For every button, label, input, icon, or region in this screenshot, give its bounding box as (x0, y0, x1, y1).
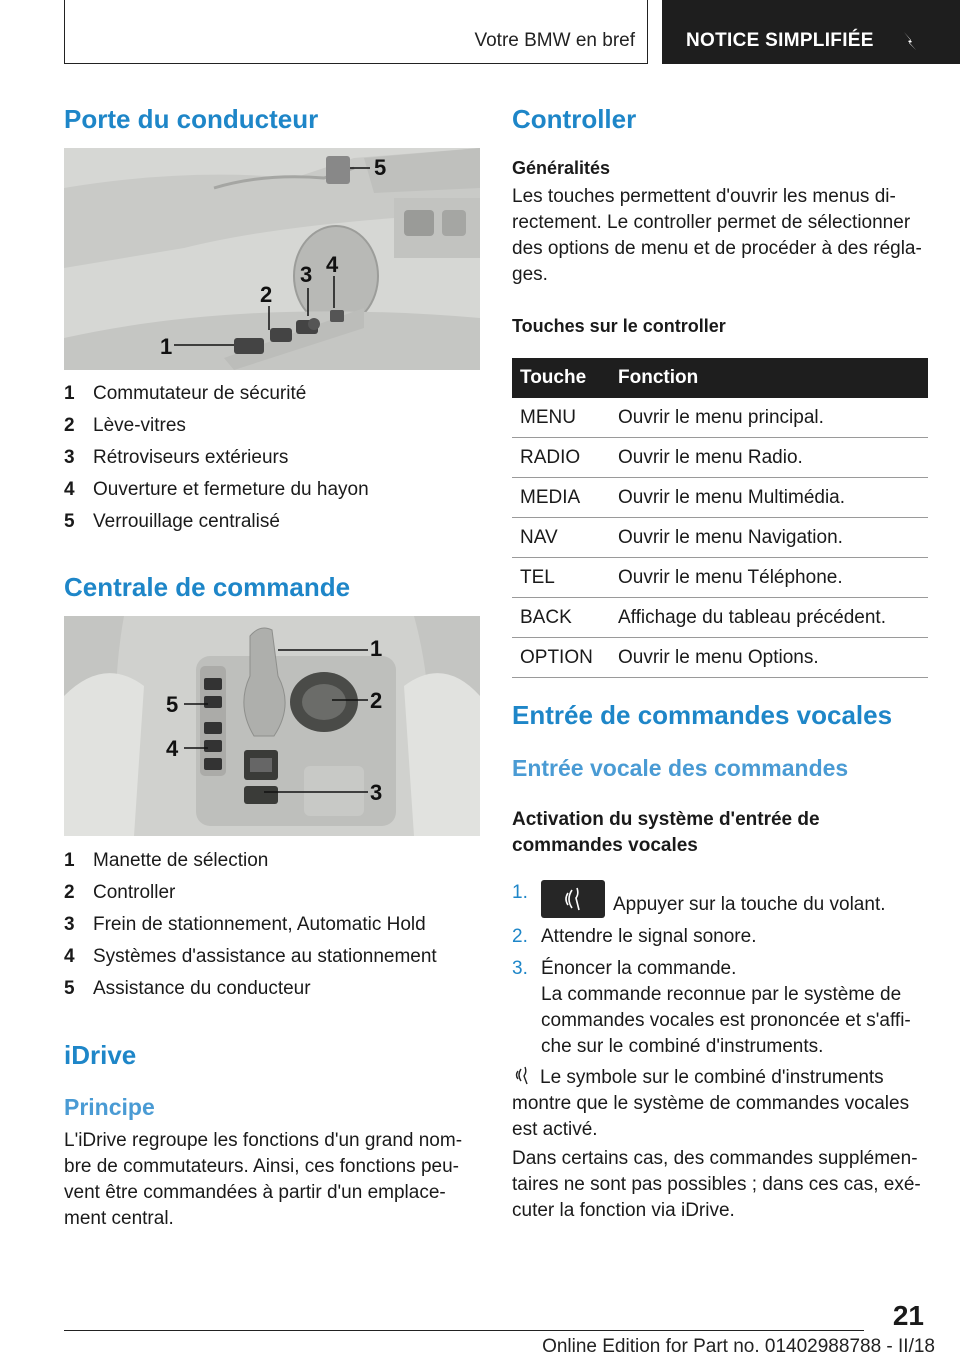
header-badge-label: NOTICE SIMPLIFIÉE (686, 30, 874, 51)
legend-item (64, 881, 437, 913)
legend-text: Systèmes d'assistance au stationnement (93, 946, 437, 967)
text-line: L'iDrive regroupe les fonctions d'un grand nom- (64, 1130, 463, 1151)
table-row (512, 638, 928, 678)
voice-subtitle: Entrée vocale des commandes (512, 755, 849, 781)
legend-item (64, 382, 369, 414)
legend-text: Lève-vitres (93, 415, 186, 436)
table-cell-function: Affichage du tableau précédent. (610, 598, 928, 638)
header-section-box (64, 0, 648, 64)
table-row (512, 398, 928, 438)
legend-item (64, 913, 437, 945)
door-callout-1: 1 (160, 334, 173, 359)
door-panel-figure (64, 148, 480, 370)
text-line: ges. (512, 264, 548, 285)
table-row (512, 438, 928, 478)
step-item (512, 880, 932, 918)
console-legend (64, 849, 437, 1009)
legend-text: Assistance du conducteur (93, 978, 311, 999)
step-text: Attendre le signal sonore. (541, 926, 757, 947)
legend-number: 4 (64, 479, 75, 500)
text-line: vent être commandées à partir d'un emplace- (64, 1182, 446, 1203)
table-header-row (512, 358, 928, 398)
general-text (512, 184, 922, 288)
table-row (512, 518, 928, 558)
table-cell-key: MENU (512, 398, 610, 438)
footer-edition: Online Edition for Part no. 01402988788 - II/18 (542, 1336, 935, 1357)
table-header-key: Touche (512, 358, 610, 398)
step-item (512, 924, 932, 950)
console-callout-4: 4 (166, 736, 179, 761)
lightning-icon (900, 30, 922, 52)
text-line: bre de commutateurs. Ainsi, ces fonctions peu- (64, 1156, 459, 1177)
step-number: 3. (512, 958, 528, 979)
legend-item (64, 414, 369, 446)
controller-section-title: Controller (512, 104, 637, 134)
text-line: ment central. (64, 1208, 174, 1229)
table-cell-key: BACK (512, 598, 610, 638)
table-cell-key: OPTION (512, 638, 610, 678)
legend-text: Manette de sélection (93, 850, 269, 871)
legend-number: 5 (64, 978, 75, 999)
heading-line: commandes vocales (512, 835, 698, 856)
controller-keys-heading: Touches sur le controller (512, 316, 726, 336)
table-cell-key: MEDIA (512, 478, 610, 518)
header-badge (662, 0, 960, 64)
activation-steps (512, 880, 932, 988)
legend-number: 2 (64, 882, 75, 903)
idrive-principle-heading: Principe (64, 1094, 155, 1120)
step-text: Énoncer la commande. (541, 958, 737, 979)
door-legend (64, 382, 369, 542)
legend-text: Verrouillage centralisé (93, 511, 280, 532)
legend-text: Ouverture et fermeture du hayon (93, 479, 369, 500)
legend-text: Commutateur de sécurité (93, 383, 307, 404)
idrive-principle-text (64, 1128, 462, 1232)
legend-item (64, 977, 437, 1009)
text-line: rectement. Le controller permet de sélectionner (512, 212, 911, 233)
table-cell-key: NAV (512, 518, 610, 558)
legend-number: 4 (64, 946, 75, 967)
table-cell-function: Ouvrir le menu Radio. (610, 438, 928, 478)
console-callout-5: 5 (166, 692, 179, 717)
console-callout-2: 2 (370, 688, 383, 713)
table-cell-function: Ouvrir le menu Multimédia. (610, 478, 928, 518)
legend-item (64, 478, 369, 510)
text-line: commandes vocales est prononcée et s'affi- (541, 1010, 911, 1031)
text-line: cuter la fonction via iDrive. (512, 1200, 735, 1221)
text-line: Les touches permettent d'ouvrir les menus di- (512, 186, 896, 207)
text-line: est activé. (512, 1119, 598, 1140)
legend-number: 1 (64, 383, 75, 404)
door-callout-3: 3 (300, 262, 313, 287)
console-callout-1: 1 (370, 636, 383, 661)
step-text: Appuyer sur la touche du volant. (613, 894, 886, 915)
legend-number: 1 (64, 850, 75, 871)
legend-number: 3 (64, 914, 75, 935)
closing-text (512, 1146, 921, 1224)
legend-text: Controller (93, 882, 176, 903)
door-section-title: Porte du conducteur (64, 104, 319, 134)
text-line (512, 1064, 909, 1091)
table-cell-function: Ouvrir le menu principal. (610, 398, 928, 438)
symbol-note-line: Le symbole sur le combiné d'instruments (540, 1067, 884, 1088)
table-header-function: Fonction (610, 358, 928, 398)
activation-heading (512, 807, 820, 859)
legend-item (64, 510, 369, 542)
text-line: montre que le système de commandes vocales (512, 1093, 910, 1114)
table-row (512, 558, 928, 598)
legend-text: Frein de stationnement, Automatic Hold (93, 914, 426, 935)
heading-line: Activation du système d'entrée de (512, 809, 820, 830)
legend-number: 2 (64, 415, 75, 436)
step-number: 1. (512, 882, 528, 903)
table-cell-function: Ouvrir le menu Options. (610, 638, 928, 678)
table-row (512, 478, 928, 518)
header-section-title: Votre BMW en bref (474, 30, 635, 51)
lock-switch (326, 156, 350, 184)
door-callout-5: 5 (374, 155, 387, 180)
door-callout-2: 2 (260, 282, 273, 307)
text-line: La commande reconnue par le système de (541, 984, 902, 1005)
controller-keys-table (512, 358, 928, 678)
step-number: 2. (512, 926, 528, 947)
voice-section-title: Entrée de commandes vocales (512, 700, 893, 730)
center-console-figure (64, 616, 480, 836)
legend-text: Rétroviseurs extérieurs (93, 447, 289, 468)
voice-symbol-icon (512, 1064, 534, 1086)
step3-note (541, 982, 911, 1060)
console-section-title: Centrale de commande (64, 572, 351, 602)
table-cell-key: TEL (512, 558, 610, 598)
console-callout-3: 3 (370, 780, 383, 805)
door-callout-4: 4 (326, 252, 339, 277)
symbol-note (512, 1064, 909, 1143)
legend-number: 5 (64, 511, 75, 532)
table-cell-function: Ouvrir le menu Téléphone. (610, 558, 928, 598)
idrive-section-title: iDrive (64, 1040, 137, 1070)
text-line: taires ne sont pas possibles ; dans ces cas, exé- (512, 1174, 921, 1195)
legend-item (64, 446, 369, 478)
voice-command-button-icon (541, 880, 605, 918)
table-row (512, 598, 928, 638)
text-line: Dans certains cas, des commandes supplémen- (512, 1148, 918, 1169)
legend-item (64, 945, 437, 977)
table-cell-function: Ouvrir le menu Navigation. (610, 518, 928, 558)
footer-divider (64, 1330, 864, 1331)
legend-number: 3 (64, 447, 75, 468)
step-item (512, 956, 932, 982)
general-heading: Généralités (512, 158, 611, 178)
table-cell-key: RADIO (512, 438, 610, 478)
text-line: che sur le combiné d'instruments. (541, 1036, 824, 1057)
text-line: des options de menu et de procéder à des régla- (512, 238, 922, 259)
page-number: 21 (892, 1300, 924, 1331)
legend-item (64, 849, 437, 881)
